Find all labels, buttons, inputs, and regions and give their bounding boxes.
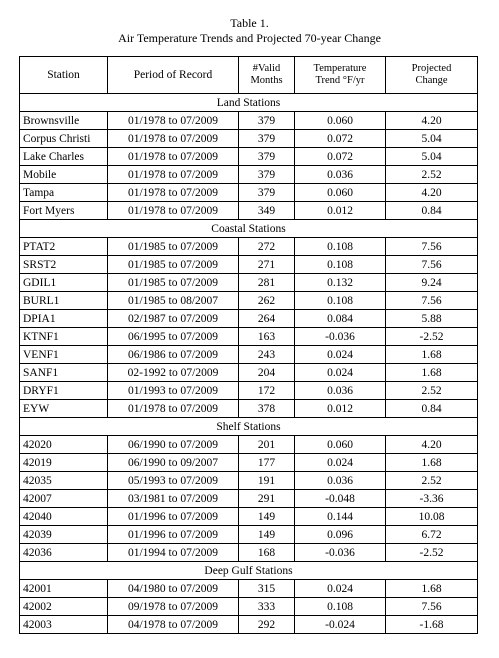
projected-change-cell: 4.20 bbox=[386, 436, 478, 454]
table-row bbox=[20, 274, 478, 292]
valid-months-cell: 291 bbox=[239, 490, 295, 508]
station-cell: 42035 bbox=[20, 472, 108, 490]
station-cell: 42007 bbox=[20, 490, 108, 508]
section-header-row bbox=[20, 562, 478, 580]
period-cell: 01/1985 to 07/2009 bbox=[108, 238, 239, 256]
valid-months-cell: 379 bbox=[239, 112, 295, 130]
table-row bbox=[20, 400, 478, 418]
projected-change-cell: 5.04 bbox=[386, 130, 478, 148]
temperature-trend-cell: 0.108 bbox=[295, 598, 386, 616]
station-cell: DPIA1 bbox=[20, 310, 108, 328]
valid-months-cell: 264 bbox=[239, 310, 295, 328]
section-title: Land Stations bbox=[20, 94, 478, 112]
valid-months-cell: 163 bbox=[239, 328, 295, 346]
projected-change-cell: -2.52 bbox=[386, 544, 478, 562]
station-cell: SRST2 bbox=[20, 256, 108, 274]
temperature-trend-cell: 0.060 bbox=[295, 436, 386, 454]
station-cell: 42002 bbox=[20, 598, 108, 616]
period-cell: 01/1985 to 07/2009 bbox=[108, 274, 239, 292]
period-cell: 09/1978 to 07/2009 bbox=[108, 598, 239, 616]
valid-months-cell: 333 bbox=[239, 598, 295, 616]
period-cell: 06/1986 to 07/2009 bbox=[108, 346, 239, 364]
projected-change-cell: 2.52 bbox=[386, 166, 478, 184]
projected-change-cell: 5.04 bbox=[386, 148, 478, 166]
projected-change-cell: 7.56 bbox=[386, 598, 478, 616]
station-cell: PTAT2 bbox=[20, 238, 108, 256]
valid-months-cell: 379 bbox=[239, 184, 295, 202]
table-row bbox=[20, 238, 478, 256]
header-valid-months: #Valid Months bbox=[239, 57, 295, 94]
station-cell: 42001 bbox=[20, 580, 108, 598]
valid-months-cell: 379 bbox=[239, 166, 295, 184]
projected-change-cell: 9.24 bbox=[386, 274, 478, 292]
temperature-trend-cell: 0.024 bbox=[295, 454, 386, 472]
valid-months-cell: 177 bbox=[239, 454, 295, 472]
section-title: Deep Gulf Stations bbox=[20, 562, 478, 580]
period-cell: 01/1985 to 08/2007 bbox=[108, 292, 239, 310]
table-number: Table 1. bbox=[230, 16, 269, 30]
valid-months-cell: 204 bbox=[239, 364, 295, 382]
projected-change-cell: 1.68 bbox=[386, 454, 478, 472]
valid-months-cell: 243 bbox=[239, 346, 295, 364]
valid-months-cell: 281 bbox=[239, 274, 295, 292]
valid-months-cell: 379 bbox=[239, 148, 295, 166]
table-row bbox=[20, 130, 478, 148]
valid-months-cell: 271 bbox=[239, 256, 295, 274]
table-row bbox=[20, 598, 478, 616]
period-cell: 06/1990 to 09/2007 bbox=[108, 454, 239, 472]
table-row bbox=[20, 112, 478, 130]
table-row bbox=[20, 382, 478, 400]
section-header-row bbox=[20, 94, 478, 112]
projected-change-cell: -1.68 bbox=[386, 616, 478, 634]
projected-change-cell: 0.84 bbox=[386, 202, 478, 220]
table-row bbox=[20, 490, 478, 508]
period-cell: 01/1978 to 07/2009 bbox=[108, 166, 239, 184]
projected-change-cell: 7.56 bbox=[386, 238, 478, 256]
temperature-trend-cell: 0.108 bbox=[295, 292, 386, 310]
table-row bbox=[20, 148, 478, 166]
temperature-trend-cell: 0.012 bbox=[295, 202, 386, 220]
period-cell: 01/1993 to 07/2009 bbox=[108, 382, 239, 400]
period-cell: 02-1992 to 07/2009 bbox=[108, 364, 239, 382]
station-cell: Mobile bbox=[20, 166, 108, 184]
valid-months-cell: 262 bbox=[239, 292, 295, 310]
station-cell: 42003 bbox=[20, 616, 108, 634]
period-cell: 03/1981 to 07/2009 bbox=[108, 490, 239, 508]
temperature-trend-cell: 0.036 bbox=[295, 166, 386, 184]
table-row bbox=[20, 616, 478, 634]
valid-months-cell: 149 bbox=[239, 508, 295, 526]
table-row bbox=[20, 346, 478, 364]
projected-change-cell: 1.68 bbox=[386, 580, 478, 598]
table-row bbox=[20, 364, 478, 382]
table-row bbox=[20, 580, 478, 598]
valid-months-cell: 272 bbox=[239, 238, 295, 256]
projected-change-cell: 7.56 bbox=[386, 256, 478, 274]
table-row bbox=[20, 544, 478, 562]
station-cell: Tampa bbox=[20, 184, 108, 202]
station-cell: GDIL1 bbox=[20, 274, 108, 292]
valid-months-cell: 149 bbox=[239, 526, 295, 544]
period-cell: 01/1996 to 07/2009 bbox=[108, 526, 239, 544]
table-row bbox=[20, 310, 478, 328]
projected-change-cell: 7.56 bbox=[386, 292, 478, 310]
temperature-trend-cell: 0.024 bbox=[295, 580, 386, 598]
temperature-trend-cell: 0.108 bbox=[295, 256, 386, 274]
period-cell: 01/1994 to 07/2009 bbox=[108, 544, 239, 562]
period-cell: 04/1978 to 07/2009 bbox=[108, 616, 239, 634]
station-cell: SANF1 bbox=[20, 364, 108, 382]
table-row bbox=[20, 526, 478, 544]
station-cell: 42036 bbox=[20, 544, 108, 562]
temperature-trend-cell: -0.024 bbox=[295, 616, 386, 634]
station-cell: Brownsville bbox=[20, 112, 108, 130]
table-row bbox=[20, 166, 478, 184]
table-row bbox=[20, 454, 478, 472]
table-row bbox=[20, 202, 478, 220]
station-cell: VENF1 bbox=[20, 346, 108, 364]
projected-change-cell: -3.36 bbox=[386, 490, 478, 508]
period-cell: 06/1995 to 07/2009 bbox=[108, 328, 239, 346]
temperature-trend-cell: 0.024 bbox=[295, 346, 386, 364]
table-title: Air Temperature Trends and Projected 70-year Change bbox=[118, 31, 381, 45]
table-body bbox=[20, 94, 478, 634]
temperature-trend-cell: 0.060 bbox=[295, 112, 386, 130]
temperature-trend-cell: -0.048 bbox=[295, 490, 386, 508]
temperature-trends-table bbox=[19, 56, 478, 634]
section-title: Shelf Stations bbox=[20, 418, 478, 436]
table-row bbox=[20, 436, 478, 454]
header-period: Period of Record bbox=[108, 57, 239, 94]
temperature-trend-cell: -0.036 bbox=[295, 328, 386, 346]
period-cell: 01/1978 to 07/2009 bbox=[108, 184, 239, 202]
period-cell: 01/1996 to 07/2009 bbox=[108, 508, 239, 526]
period-cell: 04/1980 to 07/2009 bbox=[108, 580, 239, 598]
station-cell: 42020 bbox=[20, 436, 108, 454]
valid-months-cell: 379 bbox=[239, 130, 295, 148]
station-cell: DRYF1 bbox=[20, 382, 108, 400]
section-header-row bbox=[20, 220, 478, 238]
temperature-trend-cell: 0.072 bbox=[295, 148, 386, 166]
projected-change-cell: 10.08 bbox=[386, 508, 478, 526]
valid-months-cell: 191 bbox=[239, 472, 295, 490]
valid-months-cell: 292 bbox=[239, 616, 295, 634]
valid-months-cell: 172 bbox=[239, 382, 295, 400]
period-cell: 01/1978 to 07/2009 bbox=[108, 130, 239, 148]
header-projected-change: Projected Change bbox=[386, 57, 478, 94]
station-cell: 42040 bbox=[20, 508, 108, 526]
period-cell: 02/1987 to 07/2009 bbox=[108, 310, 239, 328]
temperature-trend-cell: 0.072 bbox=[295, 130, 386, 148]
projected-change-cell: 2.52 bbox=[386, 472, 478, 490]
projected-change-cell: 6.72 bbox=[386, 526, 478, 544]
period-cell: 01/1978 to 07/2009 bbox=[108, 148, 239, 166]
table-row bbox=[20, 328, 478, 346]
section-title: Coastal Stations bbox=[20, 220, 478, 238]
period-cell: 01/1985 to 07/2009 bbox=[108, 256, 239, 274]
station-cell: BURL1 bbox=[20, 292, 108, 310]
period-cell: 01/1978 to 07/2009 bbox=[108, 202, 239, 220]
station-cell: 42019 bbox=[20, 454, 108, 472]
valid-months-cell: 349 bbox=[239, 202, 295, 220]
table-row bbox=[20, 256, 478, 274]
header-station: Station bbox=[20, 57, 108, 94]
station-cell: 42039 bbox=[20, 526, 108, 544]
temperature-trend-cell: 0.060 bbox=[295, 184, 386, 202]
station-cell: KTNF1 bbox=[20, 328, 108, 346]
projected-change-cell: 4.20 bbox=[386, 184, 478, 202]
projected-change-cell: 2.52 bbox=[386, 382, 478, 400]
valid-months-cell: 315 bbox=[239, 580, 295, 598]
temperature-trend-cell: 0.132 bbox=[295, 274, 386, 292]
table-row bbox=[20, 292, 478, 310]
table-row bbox=[20, 508, 478, 526]
projected-change-cell: 5.88 bbox=[386, 310, 478, 328]
station-cell: EYW bbox=[20, 400, 108, 418]
header-temperature-trend: Temperature Trend °F/yr bbox=[295, 57, 386, 94]
temperature-trend-cell: -0.036 bbox=[295, 544, 386, 562]
period-cell: 01/1978 to 07/2009 bbox=[108, 112, 239, 130]
projected-change-cell: 1.68 bbox=[386, 364, 478, 382]
temperature-trend-cell: 0.036 bbox=[295, 382, 386, 400]
projected-change-cell: 4.20 bbox=[386, 112, 478, 130]
period-cell: 06/1990 to 07/2009 bbox=[108, 436, 239, 454]
period-cell: 05/1993 to 07/2009 bbox=[108, 472, 239, 490]
valid-months-cell: 201 bbox=[239, 436, 295, 454]
table-row bbox=[20, 472, 478, 490]
station-cell: Fort Myers bbox=[20, 202, 108, 220]
valid-months-cell: 168 bbox=[239, 544, 295, 562]
temperature-trend-cell: 0.084 bbox=[295, 310, 386, 328]
projected-change-cell: 1.68 bbox=[386, 346, 478, 364]
station-cell: Lake Charles bbox=[20, 148, 108, 166]
valid-months-cell: 378 bbox=[239, 400, 295, 418]
header-row bbox=[20, 57, 478, 94]
temperature-trend-cell: 0.024 bbox=[295, 364, 386, 382]
period-cell: 01/1978 to 07/2009 bbox=[108, 400, 239, 418]
projected-change-cell: -2.52 bbox=[386, 328, 478, 346]
section-header-row bbox=[20, 418, 478, 436]
table-row bbox=[20, 184, 478, 202]
temperature-trend-cell: 0.012 bbox=[295, 400, 386, 418]
temperature-trend-cell: 0.036 bbox=[295, 472, 386, 490]
temperature-trend-cell: 0.144 bbox=[295, 508, 386, 526]
temperature-trend-cell: 0.096 bbox=[295, 526, 386, 544]
projected-change-cell: 0.84 bbox=[386, 400, 478, 418]
station-cell: Corpus Christi bbox=[20, 130, 108, 148]
temperature-trend-cell: 0.108 bbox=[295, 238, 386, 256]
